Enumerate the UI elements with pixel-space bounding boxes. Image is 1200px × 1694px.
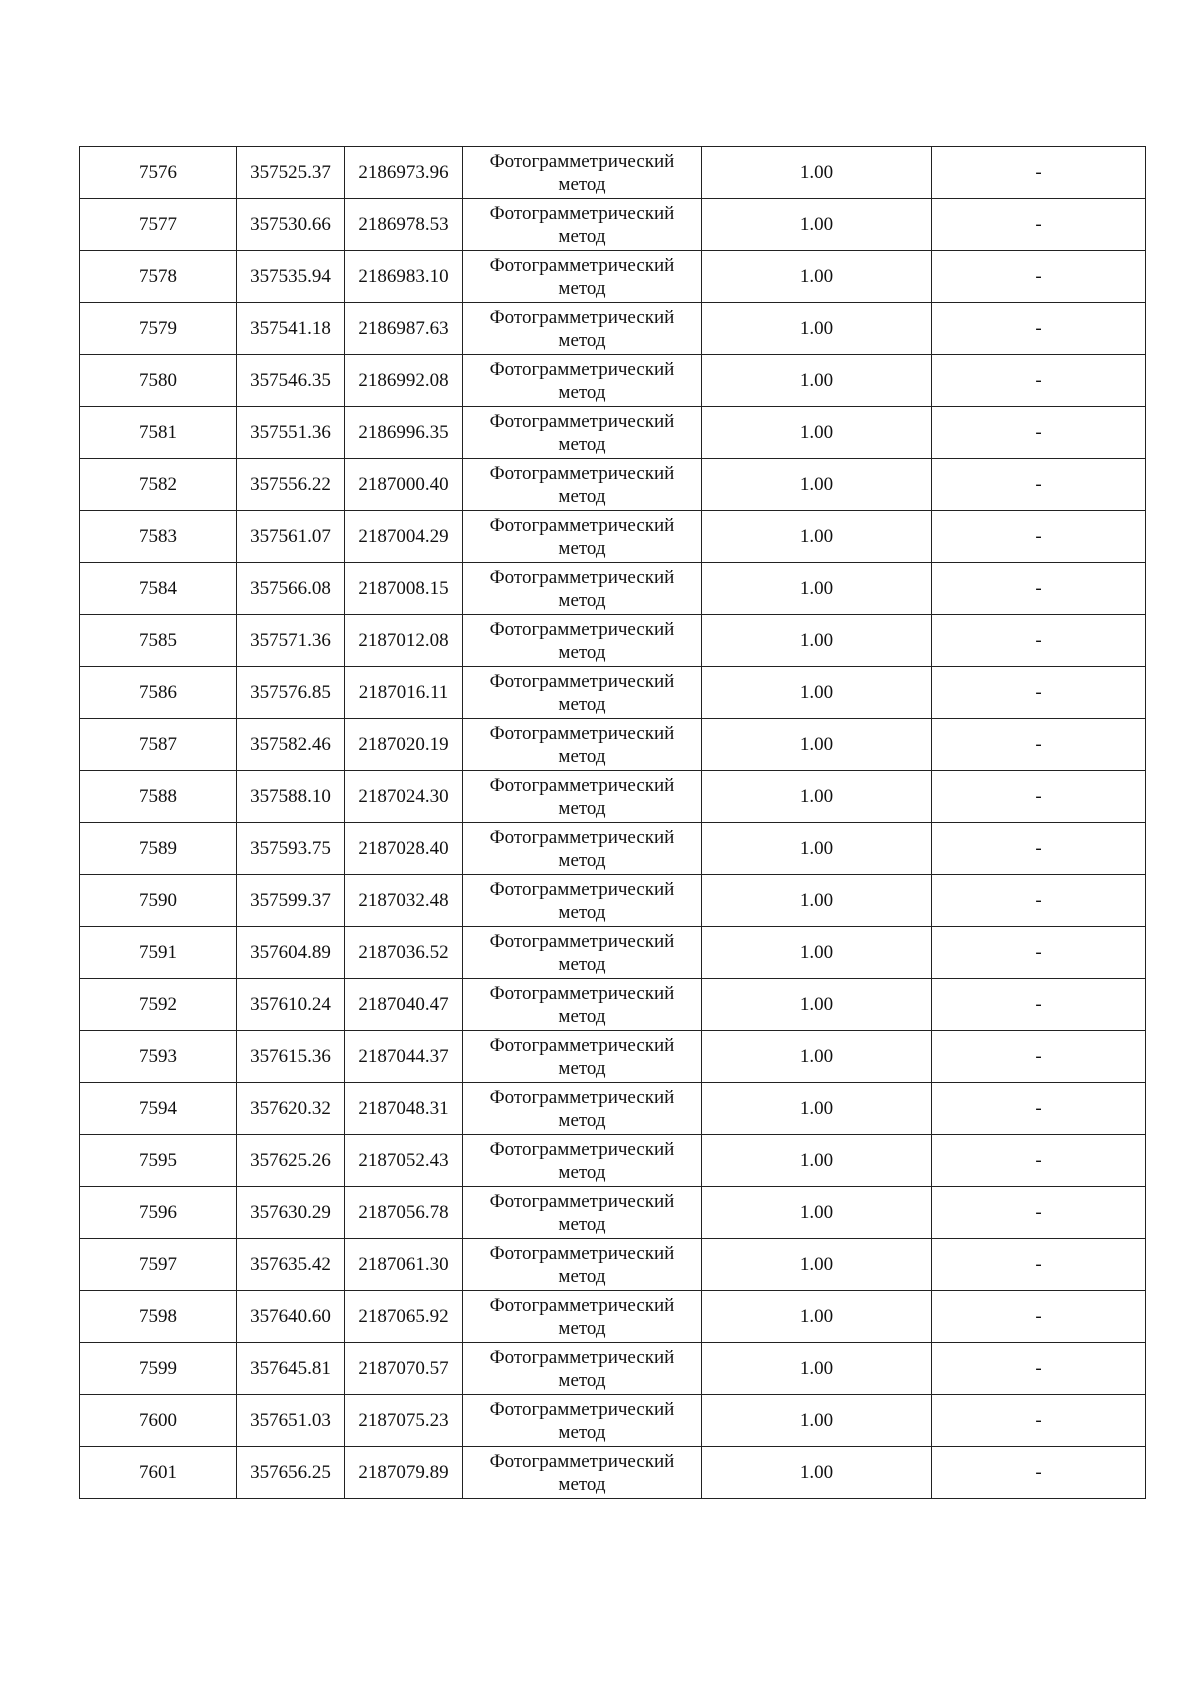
y-coordinate-cell: 2186987.63 bbox=[345, 303, 463, 355]
note-cell: - bbox=[932, 667, 1146, 719]
method-cell bbox=[463, 1447, 702, 1499]
y-coordinate-cell: 2187004.29 bbox=[345, 511, 463, 563]
note-cell: - bbox=[932, 1187, 1146, 1239]
x-coordinate-cell: 357525.37 bbox=[237, 147, 345, 199]
method-line-1: Фотограмметрический bbox=[489, 618, 675, 640]
method-line-2: метод bbox=[558, 641, 606, 663]
method-line-1: Фотограмметрический bbox=[489, 150, 675, 172]
note-cell: - bbox=[932, 1031, 1146, 1083]
method-cell bbox=[463, 927, 702, 979]
point-number-cell: 7586 bbox=[80, 667, 237, 719]
method-line-2: метод bbox=[558, 277, 606, 299]
method-line-2: метод bbox=[558, 1473, 606, 1495]
method-cell bbox=[463, 771, 702, 823]
accuracy-cell: 1.00 bbox=[702, 875, 932, 927]
method-cell bbox=[463, 1343, 702, 1395]
point-number-cell: 7580 bbox=[80, 355, 237, 407]
x-coordinate-cell: 357630.29 bbox=[237, 1187, 345, 1239]
method-line-1: Фотограмметрический bbox=[489, 878, 675, 900]
method-cell bbox=[463, 719, 702, 771]
x-coordinate-cell: 357561.07 bbox=[237, 511, 345, 563]
y-coordinate-cell: 2186996.35 bbox=[345, 407, 463, 459]
accuracy-cell: 1.00 bbox=[702, 1291, 932, 1343]
method-line-2: метод bbox=[558, 485, 606, 507]
method-line-1: Фотограмметрический bbox=[489, 254, 675, 276]
method-cell bbox=[463, 563, 702, 615]
table-row bbox=[80, 355, 1146, 407]
method-cell bbox=[463, 459, 702, 511]
method-cell bbox=[463, 979, 702, 1031]
method-cell bbox=[463, 407, 702, 459]
x-coordinate-cell: 357635.42 bbox=[237, 1239, 345, 1291]
method-line-2: метод bbox=[558, 797, 606, 819]
point-number-cell: 7594 bbox=[80, 1083, 237, 1135]
accuracy-cell: 1.00 bbox=[702, 1447, 932, 1499]
accuracy-cell: 1.00 bbox=[702, 199, 932, 251]
method-line-2: метод bbox=[558, 1421, 606, 1443]
method-line-1: Фотограмметрический bbox=[489, 566, 675, 588]
method-cell bbox=[463, 251, 702, 303]
x-coordinate-cell: 357599.37 bbox=[237, 875, 345, 927]
table-row bbox=[80, 1135, 1146, 1187]
method-line-1: Фотограмметрический bbox=[489, 410, 675, 432]
table-row bbox=[80, 771, 1146, 823]
method-cell bbox=[463, 199, 702, 251]
point-number-cell: 7601 bbox=[80, 1447, 237, 1499]
table-row bbox=[80, 667, 1146, 719]
method-line-1: Фотограмметрический bbox=[489, 202, 675, 224]
x-coordinate-cell: 357593.75 bbox=[237, 823, 345, 875]
table-row bbox=[80, 511, 1146, 563]
table-row bbox=[80, 199, 1146, 251]
accuracy-cell: 1.00 bbox=[702, 407, 932, 459]
x-coordinate-cell: 357615.36 bbox=[237, 1031, 345, 1083]
method-line-2: метод bbox=[558, 1057, 606, 1079]
method-line-1: Фотограмметрический bbox=[489, 982, 675, 1004]
method-line-2: метод bbox=[558, 589, 606, 611]
method-line-1: Фотограмметрический bbox=[489, 722, 675, 744]
table-row bbox=[80, 1447, 1146, 1499]
method-line-1: Фотограмметрический bbox=[489, 1034, 675, 1056]
coordinates-table bbox=[79, 146, 1146, 1499]
method-line-2: метод bbox=[558, 1369, 606, 1391]
y-coordinate-cell: 2187024.30 bbox=[345, 771, 463, 823]
accuracy-cell: 1.00 bbox=[702, 667, 932, 719]
x-coordinate-cell: 357530.66 bbox=[237, 199, 345, 251]
table-body bbox=[80, 147, 1146, 1499]
note-cell: - bbox=[932, 199, 1146, 251]
note-cell: - bbox=[932, 979, 1146, 1031]
accuracy-cell: 1.00 bbox=[702, 1343, 932, 1395]
y-coordinate-cell: 2186992.08 bbox=[345, 355, 463, 407]
y-coordinate-cell: 2187028.40 bbox=[345, 823, 463, 875]
table-row bbox=[80, 1395, 1146, 1447]
method-cell bbox=[463, 1135, 702, 1187]
method-cell bbox=[463, 667, 702, 719]
accuracy-cell: 1.00 bbox=[702, 147, 932, 199]
accuracy-cell: 1.00 bbox=[702, 563, 932, 615]
method-line-2: метод bbox=[558, 1005, 606, 1027]
y-coordinate-cell: 2187000.40 bbox=[345, 459, 463, 511]
method-line-2: метод bbox=[558, 849, 606, 871]
note-cell: - bbox=[932, 1447, 1146, 1499]
y-coordinate-cell: 2187061.30 bbox=[345, 1239, 463, 1291]
x-coordinate-cell: 357546.35 bbox=[237, 355, 345, 407]
method-line-2: метод bbox=[558, 173, 606, 195]
note-cell: - bbox=[932, 615, 1146, 667]
x-coordinate-cell: 357640.60 bbox=[237, 1291, 345, 1343]
method-cell bbox=[463, 355, 702, 407]
accuracy-cell: 1.00 bbox=[702, 303, 932, 355]
method-line-2: метод bbox=[558, 953, 606, 975]
point-number-cell: 7596 bbox=[80, 1187, 237, 1239]
note-cell: - bbox=[932, 511, 1146, 563]
accuracy-cell: 1.00 bbox=[702, 1031, 932, 1083]
table-row bbox=[80, 615, 1146, 667]
point-number-cell: 7597 bbox=[80, 1239, 237, 1291]
accuracy-cell: 1.00 bbox=[702, 1083, 932, 1135]
method-cell bbox=[463, 147, 702, 199]
note-cell: - bbox=[932, 563, 1146, 615]
accuracy-cell: 1.00 bbox=[702, 615, 932, 667]
x-coordinate-cell: 357535.94 bbox=[237, 251, 345, 303]
method-line-2: метод bbox=[558, 1109, 606, 1131]
accuracy-cell: 1.00 bbox=[702, 771, 932, 823]
method-line-1: Фотограмметрический bbox=[489, 670, 675, 692]
table-row bbox=[80, 303, 1146, 355]
y-coordinate-cell: 2187020.19 bbox=[345, 719, 463, 771]
x-coordinate-cell: 357566.08 bbox=[237, 563, 345, 615]
y-coordinate-cell: 2187016.11 bbox=[345, 667, 463, 719]
y-coordinate-cell: 2187008.15 bbox=[345, 563, 463, 615]
method-cell bbox=[463, 1291, 702, 1343]
point-number-cell: 7583 bbox=[80, 511, 237, 563]
accuracy-cell: 1.00 bbox=[702, 979, 932, 1031]
note-cell: - bbox=[932, 303, 1146, 355]
note-cell: - bbox=[932, 1239, 1146, 1291]
table-row bbox=[80, 1187, 1146, 1239]
method-line-2: метод bbox=[558, 433, 606, 455]
note-cell: - bbox=[932, 459, 1146, 511]
accuracy-cell: 1.00 bbox=[702, 719, 932, 771]
note-cell: - bbox=[932, 407, 1146, 459]
y-coordinate-cell: 2187036.52 bbox=[345, 927, 463, 979]
x-coordinate-cell: 357551.36 bbox=[237, 407, 345, 459]
x-coordinate-cell: 357582.46 bbox=[237, 719, 345, 771]
method-line-2: метод bbox=[558, 745, 606, 767]
x-coordinate-cell: 357541.18 bbox=[237, 303, 345, 355]
accuracy-cell: 1.00 bbox=[702, 1135, 932, 1187]
note-cell: - bbox=[932, 1291, 1146, 1343]
accuracy-cell: 1.00 bbox=[702, 1395, 932, 1447]
point-number-cell: 7593 bbox=[80, 1031, 237, 1083]
x-coordinate-cell: 357625.26 bbox=[237, 1135, 345, 1187]
point-number-cell: 7585 bbox=[80, 615, 237, 667]
note-cell: - bbox=[932, 823, 1146, 875]
note-cell: - bbox=[932, 1343, 1146, 1395]
point-number-cell: 7576 bbox=[80, 147, 237, 199]
accuracy-cell: 1.00 bbox=[702, 511, 932, 563]
note-cell: - bbox=[932, 1395, 1146, 1447]
method-line-2: метод bbox=[558, 381, 606, 403]
note-cell: - bbox=[932, 147, 1146, 199]
point-number-cell: 7591 bbox=[80, 927, 237, 979]
table-row bbox=[80, 1343, 1146, 1395]
method-line-1: Фотограмметрический bbox=[489, 1294, 675, 1316]
y-coordinate-cell: 2187044.37 bbox=[345, 1031, 463, 1083]
x-coordinate-cell: 357610.24 bbox=[237, 979, 345, 1031]
method-cell bbox=[463, 1239, 702, 1291]
method-line-2: метод bbox=[558, 537, 606, 559]
note-cell: - bbox=[932, 1135, 1146, 1187]
table-row bbox=[80, 147, 1146, 199]
method-line-1: Фотограмметрический bbox=[489, 826, 675, 848]
point-number-cell: 7587 bbox=[80, 719, 237, 771]
method-line-1: Фотограмметрический bbox=[489, 514, 675, 536]
method-line-2: метод bbox=[558, 1213, 606, 1235]
method-line-1: Фотограмметрический bbox=[489, 462, 675, 484]
method-cell bbox=[463, 1031, 702, 1083]
method-line-2: метод bbox=[558, 329, 606, 351]
table-row bbox=[80, 1083, 1146, 1135]
table-row bbox=[80, 823, 1146, 875]
table-row bbox=[80, 407, 1146, 459]
y-coordinate-cell: 2187052.43 bbox=[345, 1135, 463, 1187]
accuracy-cell: 1.00 bbox=[702, 1187, 932, 1239]
note-cell: - bbox=[932, 875, 1146, 927]
y-coordinate-cell: 2187032.48 bbox=[345, 875, 463, 927]
accuracy-cell: 1.00 bbox=[702, 459, 932, 511]
method-line-1: Фотограмметрический bbox=[489, 1138, 675, 1160]
point-number-cell: 7577 bbox=[80, 199, 237, 251]
method-cell bbox=[463, 823, 702, 875]
accuracy-cell: 1.00 bbox=[702, 1239, 932, 1291]
y-coordinate-cell: 2187070.57 bbox=[345, 1343, 463, 1395]
x-coordinate-cell: 357645.81 bbox=[237, 1343, 345, 1395]
x-coordinate-cell: 357556.22 bbox=[237, 459, 345, 511]
table-row bbox=[80, 719, 1146, 771]
method-line-1: Фотограмметрический bbox=[489, 1242, 675, 1264]
method-cell bbox=[463, 1395, 702, 1447]
y-coordinate-cell: 2186983.10 bbox=[345, 251, 463, 303]
table-row bbox=[80, 563, 1146, 615]
point-number-cell: 7589 bbox=[80, 823, 237, 875]
x-coordinate-cell: 357651.03 bbox=[237, 1395, 345, 1447]
method-line-2: метод bbox=[558, 1317, 606, 1339]
y-coordinate-cell: 2187056.78 bbox=[345, 1187, 463, 1239]
x-coordinate-cell: 357571.36 bbox=[237, 615, 345, 667]
method-line-1: Фотограмметрический bbox=[489, 1450, 675, 1472]
table-row bbox=[80, 875, 1146, 927]
y-coordinate-cell: 2187079.89 bbox=[345, 1447, 463, 1499]
method-cell bbox=[463, 875, 702, 927]
point-number-cell: 7599 bbox=[80, 1343, 237, 1395]
y-coordinate-cell: 2187040.47 bbox=[345, 979, 463, 1031]
method-line-1: Фотограмметрический bbox=[489, 1398, 675, 1420]
table-row bbox=[80, 979, 1146, 1031]
note-cell: - bbox=[932, 719, 1146, 771]
method-cell bbox=[463, 511, 702, 563]
table-row bbox=[80, 1239, 1146, 1291]
method-line-2: метод bbox=[558, 693, 606, 715]
table-row bbox=[80, 927, 1146, 979]
point-number-cell: 7592 bbox=[80, 979, 237, 1031]
method-cell bbox=[463, 615, 702, 667]
point-number-cell: 7588 bbox=[80, 771, 237, 823]
y-coordinate-cell: 2187075.23 bbox=[345, 1395, 463, 1447]
note-cell: - bbox=[932, 771, 1146, 823]
accuracy-cell: 1.00 bbox=[702, 251, 932, 303]
table-row bbox=[80, 251, 1146, 303]
y-coordinate-cell: 2187065.92 bbox=[345, 1291, 463, 1343]
method-cell bbox=[463, 1187, 702, 1239]
x-coordinate-cell: 357604.89 bbox=[237, 927, 345, 979]
method-line-2: метод bbox=[558, 225, 606, 247]
point-number-cell: 7595 bbox=[80, 1135, 237, 1187]
method-line-1: Фотограмметрический bbox=[489, 1086, 675, 1108]
table-row bbox=[80, 459, 1146, 511]
point-number-cell: 7590 bbox=[80, 875, 237, 927]
method-cell bbox=[463, 1083, 702, 1135]
accuracy-cell: 1.00 bbox=[702, 823, 932, 875]
point-number-cell: 7579 bbox=[80, 303, 237, 355]
x-coordinate-cell: 357576.85 bbox=[237, 667, 345, 719]
y-coordinate-cell: 2187012.08 bbox=[345, 615, 463, 667]
method-cell bbox=[463, 303, 702, 355]
method-line-1: Фотограмметрический bbox=[489, 930, 675, 952]
x-coordinate-cell: 357656.25 bbox=[237, 1447, 345, 1499]
method-line-1: Фотограмметрический bbox=[489, 774, 675, 796]
x-coordinate-cell: 357588.10 bbox=[237, 771, 345, 823]
method-line-2: метод bbox=[558, 901, 606, 923]
y-coordinate-cell: 2187048.31 bbox=[345, 1083, 463, 1135]
note-cell: - bbox=[932, 927, 1146, 979]
method-line-1: Фотограмметрический bbox=[489, 1190, 675, 1212]
table-row bbox=[80, 1031, 1146, 1083]
method-line-2: метод bbox=[558, 1161, 606, 1183]
note-cell: - bbox=[932, 1083, 1146, 1135]
method-line-2: метод bbox=[558, 1265, 606, 1287]
accuracy-cell: 1.00 bbox=[702, 355, 932, 407]
x-coordinate-cell: 357620.32 bbox=[237, 1083, 345, 1135]
point-number-cell: 7582 bbox=[80, 459, 237, 511]
point-number-cell: 7600 bbox=[80, 1395, 237, 1447]
note-cell: - bbox=[932, 355, 1146, 407]
table-row bbox=[80, 1291, 1146, 1343]
point-number-cell: 7584 bbox=[80, 563, 237, 615]
method-line-1: Фотограмметрический bbox=[489, 358, 675, 380]
method-line-1: Фотограмметрический bbox=[489, 306, 675, 328]
point-number-cell: 7598 bbox=[80, 1291, 237, 1343]
accuracy-cell: 1.00 bbox=[702, 927, 932, 979]
y-coordinate-cell: 2186978.53 bbox=[345, 199, 463, 251]
point-number-cell: 7581 bbox=[80, 407, 237, 459]
point-number-cell: 7578 bbox=[80, 251, 237, 303]
y-coordinate-cell: 2186973.96 bbox=[345, 147, 463, 199]
method-line-1: Фотограмметрический bbox=[489, 1346, 675, 1368]
note-cell: - bbox=[932, 251, 1146, 303]
